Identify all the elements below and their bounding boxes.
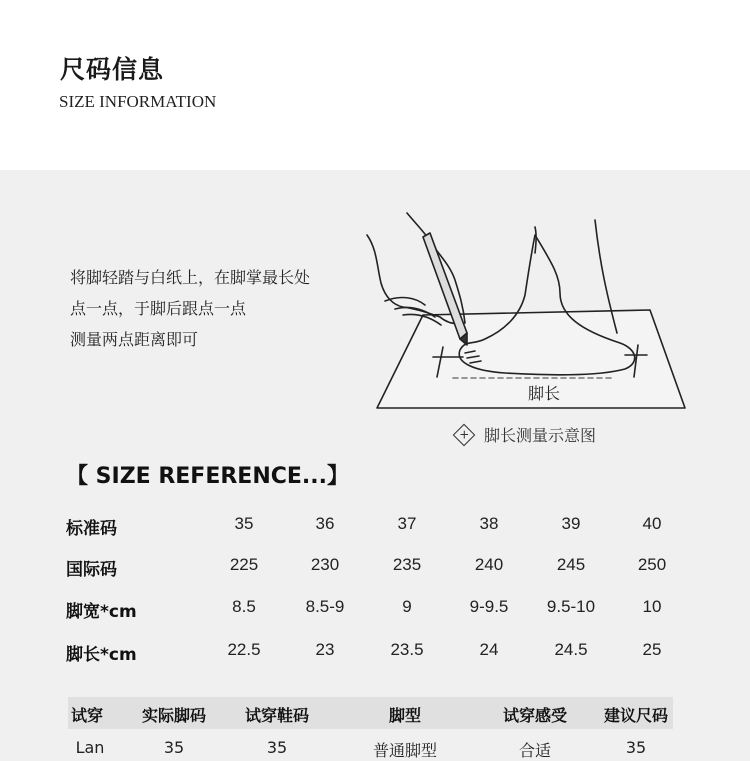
- row-label: 脚宽*cm: [66, 602, 137, 622]
- column-header: 实际脚码: [141, 706, 207, 725]
- table-row: [0, 555, 750, 595]
- table-cell: 35: [625, 738, 647, 757]
- table-cell: 9: [402, 597, 412, 616]
- table-cell: 38: [479, 514, 499, 533]
- table-cell: 235: [392, 555, 422, 574]
- column-header: 试穿: [70, 706, 104, 725]
- table-row: [0, 640, 750, 680]
- table-cell: 23.5: [390, 640, 424, 659]
- table-cell: 37: [397, 514, 417, 533]
- table-row: [0, 738, 750, 758]
- table-cell: 250: [637, 555, 667, 574]
- instruction-line: 点一点，于脚后跟点一点: [70, 299, 247, 318]
- measure-instructions: [70, 262, 310, 355]
- table-cell: 245: [556, 555, 586, 574]
- table-row: [0, 597, 750, 637]
- header-section: [0, 0, 750, 170]
- row-label: 脚长*cm: [66, 645, 137, 665]
- row-label: 标准码: [66, 519, 117, 539]
- column-header: 建议尺码: [603, 706, 669, 725]
- table-cell: 合适: [518, 741, 552, 760]
- table-cell: 25: [642, 640, 662, 659]
- table-cell: 225: [229, 555, 259, 574]
- column-header: 试穿感受: [502, 706, 568, 725]
- table-cell: 40: [642, 514, 662, 533]
- table-row: [0, 514, 750, 554]
- table-cell: 8.5-9: [305, 597, 345, 616]
- page-title: 尺码信息: [60, 55, 165, 84]
- table-cell: 9-9.5: [469, 597, 509, 616]
- column-header: 脚型: [388, 706, 422, 725]
- table-cell: 22.5: [227, 640, 261, 659]
- foot-measure-diagram: [355, 205, 695, 420]
- size-reference-title: 【 SIZE REFERENCE...】: [66, 464, 349, 489]
- table-cell: 24: [479, 640, 499, 659]
- table-cell: 普通脚型: [372, 741, 438, 760]
- table-cell: 10: [642, 597, 662, 616]
- table-cell: 39: [561, 514, 581, 533]
- table-cell: 8.5: [232, 597, 256, 616]
- diagram-caption: [456, 423, 596, 446]
- row-label: 国际码: [66, 560, 117, 580]
- page-subtitle: SIZE INFORMATION: [59, 92, 217, 111]
- caption-text: 脚长测量示意图: [484, 426, 597, 445]
- table-cell: Lan: [75, 738, 105, 757]
- try-on-table-header: [68, 697, 673, 729]
- table-cell: 240: [474, 555, 504, 574]
- table-cell: 23: [315, 640, 335, 659]
- table-cell: 24.5: [554, 640, 588, 659]
- table-cell: 230: [310, 555, 340, 574]
- table-cell: 9.5-10: [546, 597, 596, 616]
- instruction-line: 将脚轻踏与白纸上，在脚掌最长处: [70, 268, 311, 287]
- column-header: 试穿鞋码: [244, 706, 310, 725]
- leg-line: [535, 227, 536, 253]
- table-cell: 36: [315, 514, 335, 533]
- diamond-plus-icon: [453, 423, 476, 446]
- table-cell: 35: [266, 738, 288, 757]
- foot-length-label: 脚长: [528, 384, 561, 403]
- table-cell: 35: [234, 514, 254, 533]
- instruction-line: 测量两点距离即可: [70, 330, 199, 349]
- table-cell: 35: [163, 738, 185, 757]
